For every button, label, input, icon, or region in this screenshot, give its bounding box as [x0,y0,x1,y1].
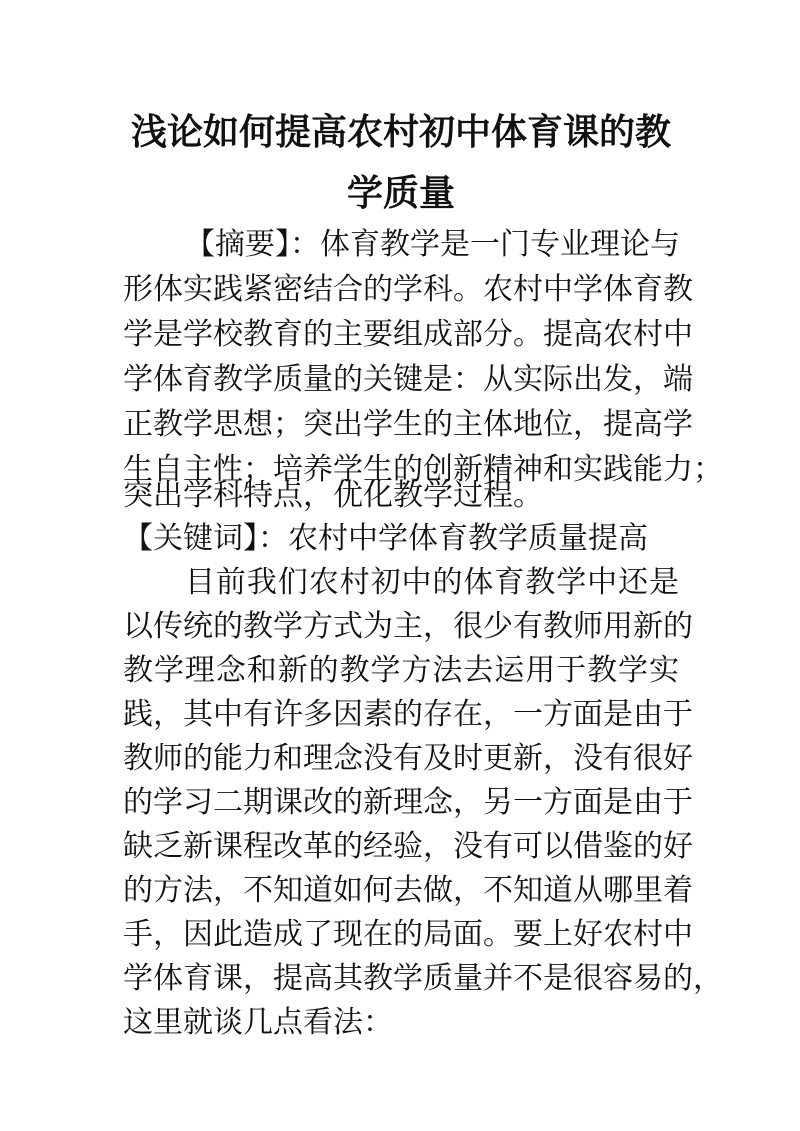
abstract-line: 学体育教学质量的关键是：从实际出发，端 [123,362,693,397]
abstract-line: 生自主性；培养学生的创新精神和实践能力； [123,452,723,487]
body-line: 缺乏新课程改革的经验，没有可以借鉴的好 [123,829,693,864]
abstract-line: 学是学校教育的主要组成部分。提高农村中 [123,317,693,352]
keywords-line: 【关键词】：农村中学体育教学质量提高 [123,521,648,556]
body-line: 这里就谈几点看法： [123,1005,393,1040]
body-line: 教师的能力和理念没有及时更新，没有很好 [123,741,693,776]
body-line: 学体育课，提高其教学质量并不是很容易的， [123,961,723,996]
abstract-line: 【摘要】：体育教学是一门专业理论与 [185,227,680,262]
body-line: 的学习二期课改的新理念，另一方面是由于 [123,785,693,820]
body-line: 的方法，不知道如何去做，不知道从哪里着 [123,873,693,908]
document-title-line-1: 浅论如何提高农村初中体育课的教 [130,111,671,153]
abstract-line: 正教学思想；突出学生的主体地位，提高学 [123,407,693,442]
body-line: 践，其中有许多因素的存在，一方面是由于 [123,697,693,732]
body-line: 教学理念和新的教学方法去运用于教学实 [123,653,679,688]
abstract-line: 突出学科特点，优化教学过程。 [123,478,543,513]
body-line: 以传统的教学方式为主，很少有教师用新的 [123,609,693,644]
body-line: 手，因此造成了现在的局面。要上好农村中 [123,917,693,952]
body-line: 目前我们农村初中的体育教学中还是 [185,565,679,600]
abstract-line: 形体实践紧密结合的学科。农村中学体育教 [123,272,693,307]
document-title-line-2: 学质量 [346,172,455,214]
